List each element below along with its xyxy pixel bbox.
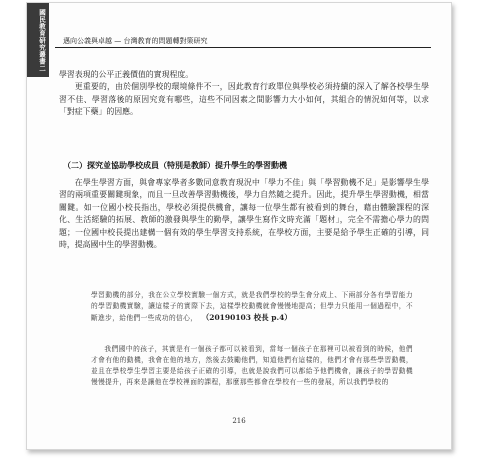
header-divider — [55, 47, 431, 48]
intro-line: 學習表現的公平正義價值的實現程度。 — [59, 70, 194, 79]
handwritten-quote-text: 學習動機的部分，我在公立學校實驗一個方式，就是我們學校的學生會分成上、下兩部分各有學習能力的學習動機實驗，讓這樣子的實際下去，這樣學校動機就會慢慢地提高；但學力只能用一個過程中，不斷進步，給他們一些成功的信心， — [91, 291, 413, 322]
quote-citation: （20190103 校長 p.4） — [201, 313, 292, 322]
chapter-side-tab — [27, 3, 49, 77]
intro-text — [59, 69, 429, 119]
section-paragraph-block — [59, 177, 429, 251]
section-paragraph: 在學生學習方面，與會專家學者多數同意教育現況中「學力不佳」與「學習動機不足」是影響學生學習的兩項重要關鍵現象，而且一旦改善學習動機後，學力自然隨之提升。因此，提升學生學習動機，相當關鍵。如一位國小校長指出，學校必須提供機會，讓每一位學生都有被看到的舞台，藉由體驗課程的深化、生活經驗的拓展、教師的激發與學生的勤學，讓學生寫作文時充滿「題材」，完全不需擔心學力的問題；一位國中校長提出建構一個有效的學生學習支持系統，在學校方面，主要是給予學生正確的引導，同時，提高國中生的學習動機。 — [59, 178, 429, 250]
handwritten-quote-2 — [91, 344, 413, 388]
handwritten-quote-1 — [91, 290, 413, 324]
side-tab-label: 國民教育研究叢書二 — [38, 9, 46, 72]
intro-paragraph: 更重要的，由於個別學校的環境條件不一，因此教育行政單位與學校必須持續的深入了解各校學生學習不佳、學習落後的原因究竟有哪些，這些不同因素之間影響力大小如何，其組合的情況如何等，以求「對症下藥」的因應。 — [59, 82, 429, 117]
handwritten-quote-text: 我們國中的孩子，其實是有一個孩子都可以被看到，當每一個孩子在那裡可以被看到的時候，他們才會有他的動機，我會在他的地方，然後去鼓勵他們，知道他們有這樣的，他們才會有那些學習動機，並且在學校學生學習主要是給孩子正確的引導，也就是說我們可以都給予他們機會，讓孩子的學習動機慢慢提升，再來是讓他在學校裡面的課程，那麼那些都會在學校有一些的發展，所以我們學校的 — [91, 345, 413, 386]
section-heading: （二）探究並協助學校成員（特別是教師）提升學生的學習動機 — [63, 161, 287, 170]
running-header-title: 邁向公義與卓越 — 台灣教育的問題轉對策研究 — [63, 37, 208, 45]
page-number: 216 — [232, 417, 246, 425]
document-page — [26, 2, 452, 450]
